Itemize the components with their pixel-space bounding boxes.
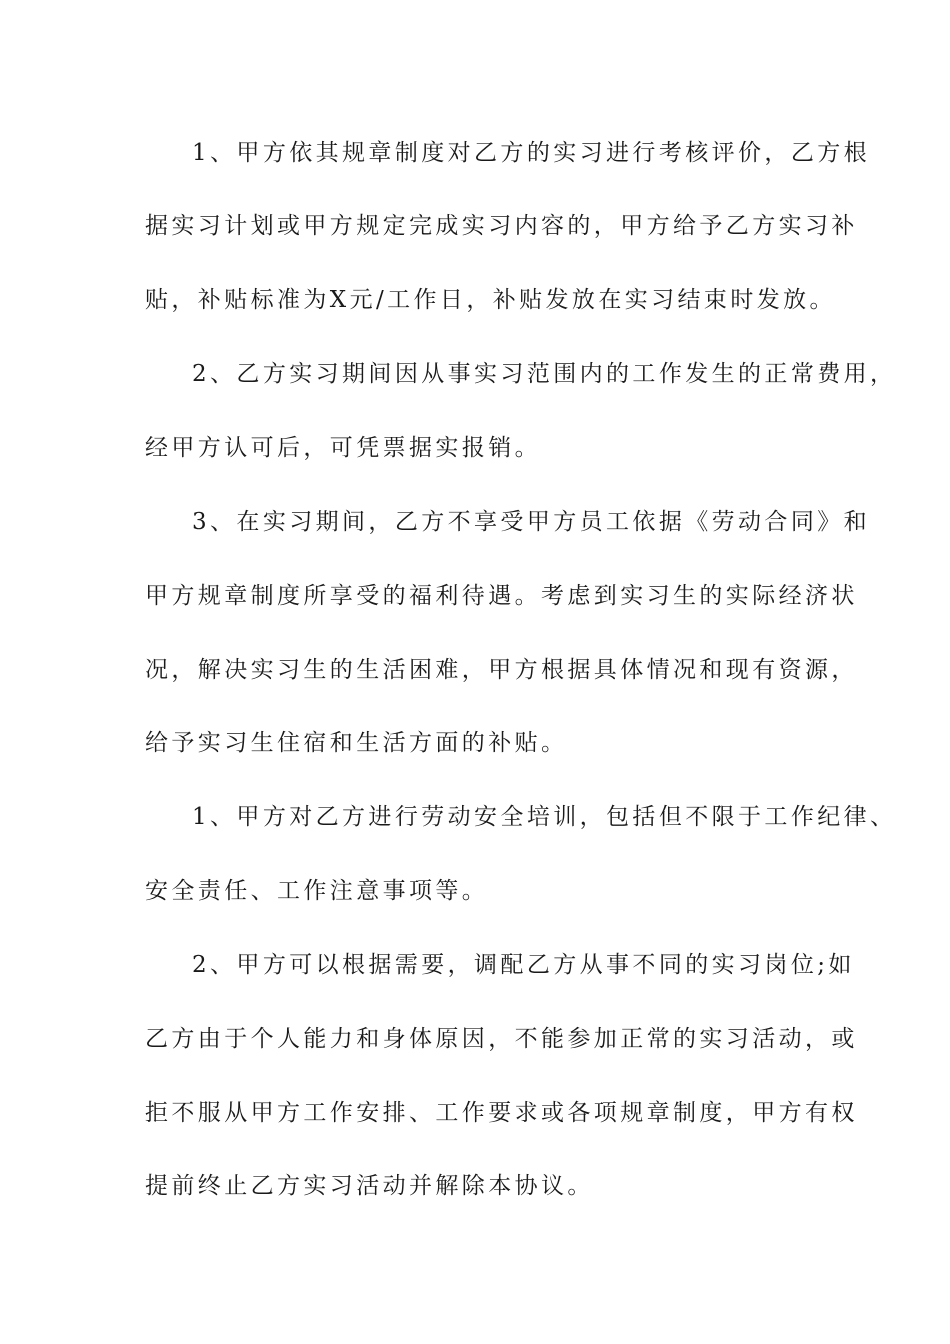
paragraph-3-line-2: 甲方规章制度所享受的福利待遇。考虑到实习生的实际经济状 [145,583,858,609]
paragraph-4-line-1: 1、甲方对乙方进行劳动安全培训，包括但不限于工作纪律、 [192,804,897,830]
paragraph-3-line-1: 3、在实习期间，乙方不享受甲方员工依据《劳动合同》和 [192,509,871,535]
paragraph-5-line-4: 提前终止乙方实习活动并解除本协议。 [145,1173,594,1199]
paragraph-1-line-3: 贴，补贴标准为X元/工作日，补贴发放在实习结束时发放。 [145,287,836,313]
paragraph-5-line-3: 拒不服从甲方工作安排、工作要求或各项规章制度，甲方有权 [145,1100,858,1126]
paragraph-1-line-2: 据实习计划或甲方规定完成实习内容的，甲方给予乙方实习补 [145,213,858,239]
paragraph-1-line-1: 1、甲方依其规章制度对乙方的实习进行考核评价，乙方根 [192,140,871,166]
paragraph-2-line-2: 经甲方认可后，可凭票据实报销。 [145,435,541,461]
paragraph-4-line-2: 安全责任、工作注意事项等。 [145,878,489,904]
paragraph-5-line-1: 2、甲方可以根据需要，调配乙方从事不同的实习岗位;如 [192,952,855,978]
paragraph-3-line-3: 况，解决实习生的生活困难，甲方根据具体情况和现有资源， [145,657,858,683]
paragraph-2-line-1: 2、乙方实习期间因从事实习范围内的工作发生的正常费用， [192,361,897,387]
paragraph-3-line-4: 给予实习生住宿和生活方面的补贴。 [145,730,568,756]
paragraph-5-line-2: 乙方由于个人能力和身体原因，不能参加正常的实习活动，或 [145,1026,858,1052]
